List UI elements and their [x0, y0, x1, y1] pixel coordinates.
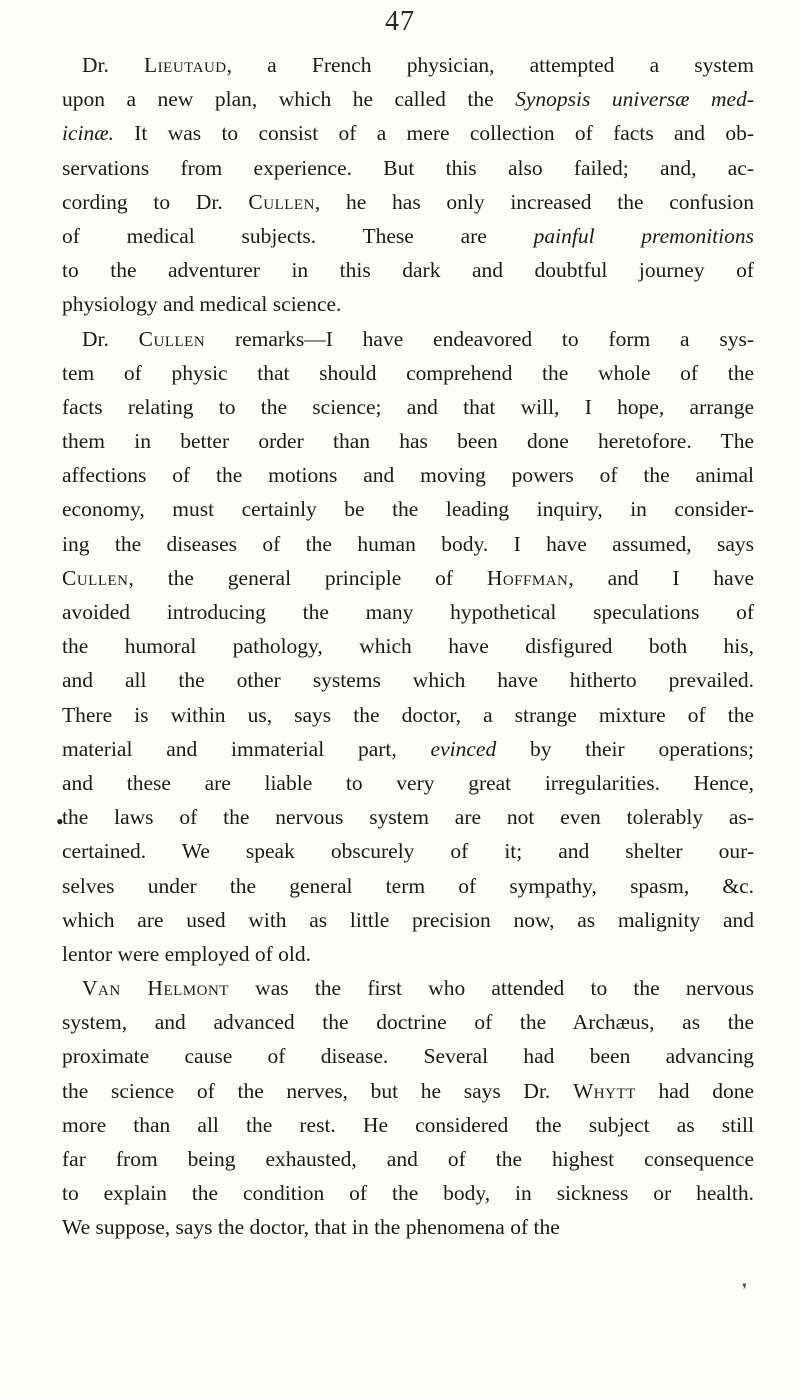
text-run: material and immaterial part,	[62, 736, 431, 761]
text-run: the humoral pathology, which have disfigured both his,	[62, 634, 754, 659]
text-line	[62, 698, 754, 732]
text-line	[62, 253, 754, 287]
text-line	[62, 322, 754, 356]
text-run: lentor were employed of old.	[62, 941, 311, 966]
text-line	[62, 561, 754, 595]
small-caps-name: Whytt	[573, 1078, 636, 1103]
text-line	[62, 1210, 754, 1244]
text-run: cording to Dr.	[62, 189, 249, 214]
text-line	[62, 1176, 754, 1210]
text-line	[62, 766, 754, 800]
italic-text: Synopsis universæ med-	[515, 87, 754, 112]
text-run: upon a new plan, which he called the	[62, 87, 516, 112]
text-run: which are used with as little precision now, as malignity and	[62, 907, 754, 932]
text-run: Dr.	[82, 53, 145, 77]
text-run: selves under the general term of sympathy, spasm, &c.	[62, 873, 754, 898]
text-run: ing the diseases of the human body. I have assumed, says	[62, 531, 754, 556]
text-run: the science of the nerves, but he says Dr.	[62, 1078, 573, 1103]
text-run: There is within us, says the doctor, a strange mixture of the	[62, 702, 754, 727]
text-run: facts relating to the science; and that will, I hope, arrange	[62, 394, 754, 419]
text-line	[62, 151, 754, 185]
text-line	[62, 458, 754, 492]
text-run: economy, must certainly be the leading inquiry, in consider-	[62, 497, 754, 522]
text-run: , he has only increased the confusion	[314, 189, 754, 214]
text-run: far from being exhausted, and of the highest consequence	[62, 1147, 754, 1171]
text-run: to the adventurer in this dark and doubtful journey of	[62, 258, 754, 283]
text-run: servations from experience. But this also failed; and, ac-	[62, 155, 754, 180]
small-caps-name: Cullen	[138, 326, 206, 351]
text-run: the laws of the nervous system are not even tolerably as-	[62, 805, 754, 830]
text-run: , a French physician, attempted a system	[226, 53, 754, 77]
text-line	[62, 492, 754, 526]
text-run: had done	[635, 1078, 754, 1103]
text-run: was the first who attended to the nervous	[228, 976, 754, 1001]
text-line	[62, 48, 754, 82]
text-run: to explain the condition of the body, in sickness or health.	[62, 1181, 754, 1206]
text-run: physiology and medical science.	[62, 292, 342, 317]
text-line	[62, 1142, 754, 1176]
text-run: remarks—I have endeavored to form a sys-	[205, 326, 754, 351]
text-run: , the general principle of	[128, 565, 487, 590]
small-caps-name: Hoffman	[486, 565, 569, 590]
text-line	[62, 629, 754, 663]
text-run: Dr.	[82, 326, 139, 351]
text-line	[62, 732, 754, 766]
text-line	[62, 185, 754, 219]
italic-text: painful premonitions	[533, 223, 754, 248]
text-run: proximate cause of disease. Several had been advancing	[62, 1044, 754, 1069]
stray-ink-mark: ❜	[742, 1282, 748, 1299]
text-line	[62, 287, 754, 321]
text-line	[62, 1074, 754, 1108]
text-run: affections of the motions and moving powers of the animal	[62, 463, 754, 488]
text-line	[62, 82, 754, 116]
text-line	[62, 971, 754, 1005]
text-line	[62, 527, 754, 561]
text-run: , and I have	[568, 565, 754, 590]
text-line	[62, 834, 754, 868]
text-run: system, and advanced the doctrine of the Archæus, as the	[62, 1010, 754, 1035]
text-run: by their operations;	[496, 736, 754, 761]
text-run: them in better order than has been done heretofore. The	[62, 429, 754, 454]
italic-text: evinced	[430, 736, 497, 761]
text-run: We suppose, says the doctor, that in the phenomena of the	[62, 1215, 560, 1240]
text-line	[62, 1005, 754, 1039]
margin-dot-mark: •	[56, 809, 64, 834]
text-line	[62, 424, 754, 458]
text-run: and these are liable to very great irregularities. Hence,	[62, 770, 754, 795]
text-line	[62, 903, 754, 937]
italic-text: icinæ.	[62, 121, 114, 146]
text-line	[62, 800, 754, 834]
text-run: tem of physic that should comprehend the whole of the	[62, 360, 754, 385]
text-run: It was to consist of a mere collection of facts and ob-	[113, 121, 754, 146]
small-caps-name: Cullen	[62, 565, 129, 590]
body-text	[62, 48, 754, 1245]
small-caps-name: Lieutaud	[144, 53, 227, 77]
text-line	[62, 663, 754, 697]
text-run: avoided introducing the many hypothetical speculations of	[62, 600, 754, 624]
text-run: of medical subjects. These are	[62, 223, 534, 248]
text-line	[62, 1108, 754, 1142]
text-run: more than all the rest. He considered the subject as still	[62, 1112, 754, 1137]
text-line	[62, 1039, 754, 1073]
text-line	[62, 116, 754, 150]
small-caps-name: Van Helmont	[82, 976, 229, 1001]
text-line	[62, 937, 754, 971]
text-line	[62, 356, 754, 390]
text-line	[62, 595, 754, 629]
text-line	[62, 219, 754, 253]
small-caps-name: Cullen	[248, 189, 315, 214]
text-line	[62, 390, 754, 424]
text-run: and all the other systems which have hitherto prevailed.	[62, 668, 754, 693]
text-run: certained. We speak obscurely of it; and shelter our-	[62, 839, 754, 864]
page-number: 47	[385, 6, 415, 37]
text-line	[62, 869, 754, 903]
